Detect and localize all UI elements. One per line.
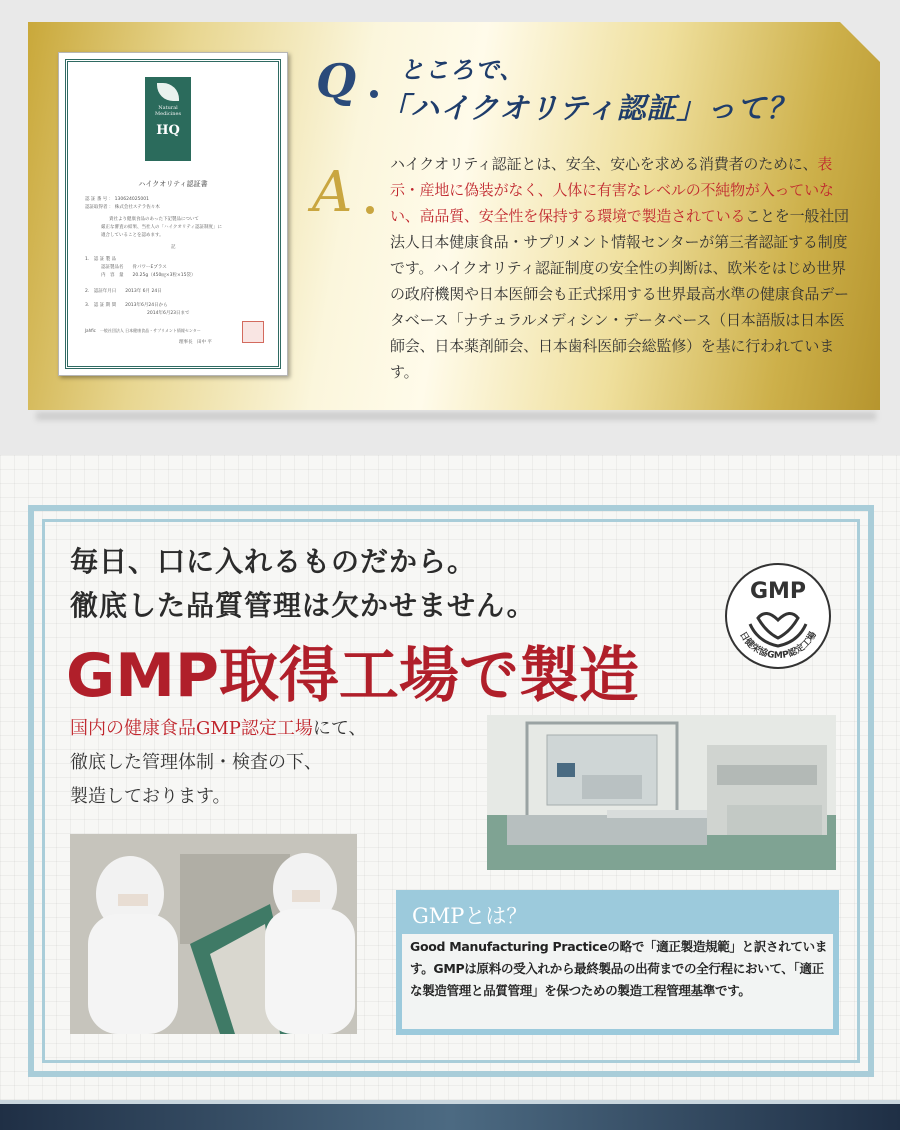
gmp-box-body: Good Manufacturing Practiceの略で「適正製造規範」と訳されています。GMPは原料の受入れから最終製品の出荷までの全行程において、「適正な製造管理と品質管理」を保つための製造工程管理基準です。 bbox=[410, 939, 828, 998]
gmp-text-line-2: 徹底した管理体制・検査の下、 bbox=[70, 752, 322, 773]
gmp-text-line-3: 製造しております。 bbox=[70, 786, 231, 807]
gmp-box-title: GMPとは？ bbox=[412, 904, 528, 928]
gmp-text-highlight: 国内の健康食品GMP認定工場 bbox=[70, 718, 313, 739]
gmp-text-line-1 bbox=[70, 712, 367, 746]
badge-ring-text: 日健栄協GMP認定工場 bbox=[737, 630, 819, 662]
cert-item-2: 2. 認証年月日 2013年 6月 24日 bbox=[85, 289, 162, 294]
gmp-description bbox=[70, 712, 367, 814]
answer-pre: ハイクオリティ認証とは、安全、安心を求める消費者のために、 bbox=[390, 155, 818, 173]
gmp-headline-1: 毎日、口に入れるものだから。 bbox=[70, 545, 477, 578]
workers-inspection-photo bbox=[70, 834, 357, 1034]
workers-illustration bbox=[70, 834, 357, 1034]
logo-text-medicines: Medicines bbox=[154, 111, 182, 117]
bottom-band bbox=[0, 1100, 900, 1130]
gmp-certified-badge bbox=[722, 560, 834, 672]
gmp-box-content bbox=[402, 934, 833, 1029]
factory-machine-illustration bbox=[487, 715, 836, 870]
question-line-1: ところで、 bbox=[400, 56, 525, 84]
logo-text-natural: Natural bbox=[158, 105, 178, 111]
panel-shadow bbox=[36, 412, 876, 420]
cert-reg-no: 認 証 番 号 ： 130624025001 bbox=[85, 197, 150, 202]
leaf-icon bbox=[157, 83, 179, 101]
gmp-definition-box bbox=[396, 890, 839, 1035]
cert-item-1: 1. 認 証 製 品 bbox=[85, 257, 117, 262]
cert-rep: 理事長 田中 平 bbox=[179, 340, 212, 345]
cert-desc-1: 貴社より健康食品のあった下記製品について bbox=[109, 217, 199, 222]
answer-post: ことを一般社団法人日本健康食品・サプリメント情報センターが第三者認証する制度です。ハイクオリティ認証制度の安全性の判断は、欧米をはじめ世界の政府機関や日本医師会も正式採用する世界最高水準の健康食品データベース「ナチュラルメディシン・データベース（日本語版は日本医師会、日本薬剤師会、日本歯科医師会総監修）を基に行われています。 bbox=[390, 207, 849, 381]
q-letter: Q bbox=[316, 54, 357, 108]
gmp-badge-icon bbox=[722, 560, 834, 672]
a-letter: A bbox=[312, 160, 353, 225]
cert-desc-2: 厳正な審査の結果、当社人の「ハイクオリティ認証制度」に bbox=[101, 225, 222, 230]
answer-highlight: 表示・産地に偽装がなく、人体に有害なレベルの不純物が入っていない、高品質、安全性を保持する環境で製造されている bbox=[390, 155, 834, 225]
certificate-title: ハイクオリティ認証書 bbox=[138, 180, 208, 188]
gmp-title: GMP取得工場で製造 bbox=[66, 641, 639, 711]
gmp-headline-2: 徹底した品質管理は欠かせません。 bbox=[70, 589, 536, 622]
cert-org: Jahfic 一般社団法人 日本健康食品・サプリメント情報センター bbox=[85, 328, 201, 333]
logo-hq: HQ bbox=[156, 123, 180, 138]
cert-ki: 記 bbox=[171, 245, 176, 250]
cert-item-3b: 2014年6月23日まで bbox=[147, 311, 190, 316]
cert-holder: 認証取得者 ： 株式会社ステラ佐々木 bbox=[85, 205, 160, 210]
cert-item-3: 3. 認 証 期 間 2013年6月24日から bbox=[85, 303, 168, 308]
a-dot bbox=[366, 206, 374, 214]
cert-item-1-content: 内 容 量 20.25g（450㎎×3粒×15袋） bbox=[101, 273, 196, 278]
seal-stamp bbox=[242, 321, 264, 343]
factory-machine-photo bbox=[487, 715, 836, 870]
gmp-text-line-1-rest: にて、 bbox=[312, 718, 367, 739]
answer-text bbox=[390, 151, 850, 385]
cert-item-1-name: 認証製品名 骨パワーEプラス bbox=[101, 265, 167, 270]
q-dot bbox=[370, 90, 378, 98]
cert-desc-3: 適合していることを認めます。 bbox=[101, 233, 164, 238]
natural-medicines-logo bbox=[145, 77, 191, 161]
badge-gmp-text: GMP bbox=[749, 579, 807, 604]
question-line-2: 「ハイクオリティ認証」って？ bbox=[380, 91, 797, 125]
certificate-image bbox=[58, 52, 288, 376]
